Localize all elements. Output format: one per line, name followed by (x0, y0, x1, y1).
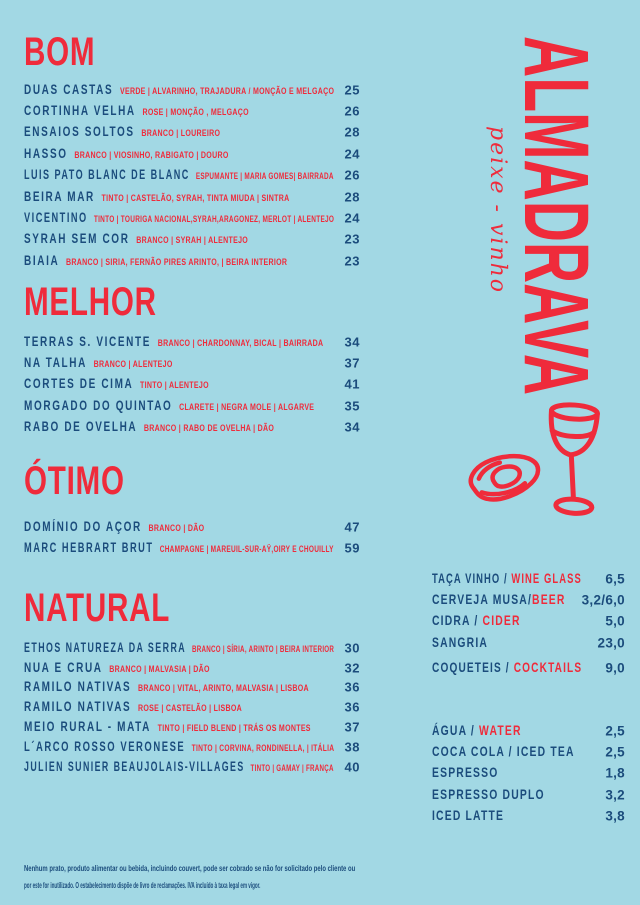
item-name: MARC HEBRART BRUT (24, 540, 154, 556)
drink-price: 5,0 (605, 613, 625, 629)
item-name: JULIEN SUNIER BEAUJOLAIS-VILLAGES (24, 758, 245, 774)
item-name: CORTES DE CIMA (24, 376, 134, 392)
drink-name (432, 807, 504, 825)
drink-name (432, 786, 545, 804)
item-name: NA TALHA (24, 355, 87, 371)
menu-item-row (24, 717, 360, 737)
drink-price: 3,8 (605, 808, 625, 824)
item-text (24, 166, 334, 184)
item-text (24, 738, 334, 756)
drink-name-pt: CIDRA / (432, 612, 483, 629)
item-price: 24 (344, 210, 360, 226)
drink-price: 2,5 (605, 723, 625, 739)
drink-name (432, 659, 582, 677)
drink-name-pt: ESPRESSO (432, 764, 499, 781)
drink-price: 3,2/6,0 (581, 592, 625, 608)
item-price: 36 (344, 699, 360, 715)
item-text (24, 539, 334, 557)
item-text (24, 758, 334, 776)
section-items (24, 516, 360, 559)
item-name: SYRAH SEM COR (24, 231, 130, 247)
drink-name-pt: ESPRESSO DUPLO (432, 785, 545, 802)
drink-row (432, 805, 625, 826)
item-price: 47 (344, 519, 360, 535)
item-name: DOMÍNIO DO AÇOR (24, 518, 142, 534)
drink-name (432, 612, 521, 630)
menu-item-row (24, 79, 360, 100)
item-price: 26 (344, 167, 360, 183)
item-desc: BRANCO | VITAL, ARINTO, MALVASIA | LISBOA (137, 683, 309, 695)
item-desc: TINTO | GAMAY | FRANÇA (250, 762, 334, 774)
drink-price: 23,0 (597, 635, 625, 651)
item-text (24, 678, 309, 696)
menu-item-row (24, 737, 360, 757)
item-price: 34 (344, 334, 360, 350)
item-price: 24 (344, 146, 360, 162)
drink-row (432, 720, 625, 741)
item-price: 38 (344, 739, 360, 755)
menu-item-row (24, 100, 360, 121)
drink-name-en: BEER (532, 590, 566, 607)
footer-line: Nenhum prato, produto alimentar ou bebida, incluindo couvert, pode ser cobrado se não for solicitado pelo cliente ou (24, 864, 356, 873)
item-desc: ESPUMANTE | MARIA GOMES| BAIRRADA (195, 171, 334, 183)
item-desc: BRANCO | SIRIA, FERNÃO PIRES ARINTO, | BEIRA INTERIOR (65, 256, 288, 268)
section-title: MELHOR (24, 280, 157, 324)
oyster-icon (463, 447, 547, 509)
item-name: MEIO RURAL - MATA (24, 719, 152, 735)
menu-item-row (24, 757, 360, 777)
item-name: HASSO (24, 145, 68, 161)
item-price: 34 (344, 419, 360, 435)
brand-tagline: peixe - vinho (485, 126, 510, 295)
item-name: VICENTINO (24, 210, 88, 226)
item-desc: TINTO | CORVINA, RONDINELLA, | ITÁLIA (191, 742, 335, 754)
brand-name: ALMADRAVA (505, 36, 607, 396)
item-name: L´ARCO ROSSO VERONESE (24, 738, 186, 754)
section-items (24, 79, 360, 272)
menu-item-row (24, 658, 360, 678)
item-price: 25 (344, 82, 360, 98)
drink-price: 9,0 (605, 660, 625, 676)
menu-item-row (24, 143, 360, 164)
item-text (24, 123, 220, 141)
section-title: BOM (24, 30, 96, 74)
item-desc: TINTO | ALENTEJO (140, 380, 209, 392)
item-price: 30 (344, 640, 360, 656)
drink-row (432, 611, 625, 632)
item-text (24, 188, 289, 206)
item-price: 26 (344, 103, 360, 119)
drink-row (432, 632, 625, 653)
section-title: NATURAL (24, 586, 171, 630)
drink-row (432, 568, 625, 589)
section-items (24, 638, 360, 777)
menu-item-row (24, 417, 360, 438)
item-text (24, 230, 248, 248)
item-desc: BRANCO | SÍRIA, ARINTO | BEIRA INTERIOR (192, 643, 335, 655)
drink-price: 6,5 (605, 571, 625, 587)
menu-item-row (24, 374, 360, 395)
item-desc: TINTO | CASTELÃO, SYRAH, TINTA MIUDA | SINTRA (101, 192, 290, 204)
item-text (24, 102, 249, 120)
drink-price: 3,2 (605, 787, 625, 803)
section-natural (24, 587, 360, 777)
item-name: RAMILO NATIVAS (24, 699, 132, 715)
item-text (24, 639, 334, 657)
item-price: 41 (344, 376, 360, 392)
menu-item-row (24, 122, 360, 143)
item-desc: ROSE | CASTELÃO | LISBOA (137, 703, 242, 715)
item-desc: BRANCO | ALENTEJO (93, 359, 173, 371)
drink-row (432, 589, 625, 610)
item-name: TERRAS S. VICENTE (24, 333, 152, 349)
item-price: 37 (344, 719, 360, 735)
item-text (24, 209, 334, 227)
item-price: 32 (344, 660, 360, 676)
item-desc: VERDE | ALVARINHO, TRAJADURA / MONÇÃO E MELGAÇO (119, 85, 335, 97)
drink-name-en: WATER (479, 721, 522, 738)
item-text (24, 418, 274, 436)
item-text (24, 252, 287, 270)
item-text (24, 718, 311, 736)
drink-name (432, 570, 582, 588)
menu-item-row (24, 165, 360, 186)
item-text (24, 518, 204, 536)
drink-price: 2,5 (605, 744, 625, 760)
section-melhor (24, 281, 360, 438)
item-desc: BRANCO | VIOSINHO, RABIGATO | DOURO (74, 149, 229, 161)
menu-item-row (24, 516, 360, 537)
item-name: DUAS CASTAS (24, 81, 114, 97)
item-text (24, 333, 323, 351)
drink-row (432, 657, 625, 678)
item-price: 28 (344, 189, 360, 205)
item-desc: BRANCO | MALVASIA | DÃO (109, 663, 210, 675)
item-name: RABO DE OVELHA (24, 419, 138, 435)
menu-item-row (24, 250, 360, 271)
wine-glass-icon (540, 400, 604, 522)
item-desc: ROSE | MONÇÃO , MELGAÇO (142, 107, 249, 119)
drink-name-pt: ICED LATTE (432, 806, 505, 823)
menu-item-row (24, 229, 360, 250)
item-price: 23 (344, 253, 360, 269)
drink-name (432, 764, 498, 782)
item-name: RAMILO NATIVAS (24, 679, 132, 695)
item-desc: TINTO | FIELD BLEND | TRÁS OS MONTES (157, 723, 311, 735)
drink-price: 1,8 (605, 765, 625, 781)
section-items (24, 331, 360, 438)
menu-item-row (24, 697, 360, 717)
footer-line: por este for inutilizado. O estabelecimento dispõe de livro de reclamações. IVA incluído à taxa legal em vigor. (24, 881, 261, 890)
item-price: 35 (344, 398, 360, 414)
drink-name-en: CIDER (482, 612, 521, 629)
drink-name (432, 743, 575, 761)
item-desc: BRANCO | CHARDONNAY, BICAL | BAIRRADA (157, 337, 324, 349)
drinks-list-alcohol (432, 568, 625, 678)
item-text (24, 698, 242, 716)
drink-row (432, 763, 625, 784)
drink-name (432, 722, 522, 740)
section-otimo (24, 460, 360, 559)
item-name: ENSAIOS SOLTOS (24, 124, 135, 140)
item-text (24, 354, 173, 372)
drink-row (432, 784, 625, 805)
menu-item-row (24, 186, 360, 207)
menu-item-row (24, 678, 360, 698)
item-price: 28 (344, 124, 360, 140)
menu-item-row (24, 537, 360, 558)
item-price: 36 (344, 679, 360, 695)
menu-item-row (24, 207, 360, 228)
drink-name-en: COCKTAILS (513, 658, 583, 675)
item-desc: BRANCO | DÃO (148, 522, 205, 534)
item-price: 59 (344, 540, 360, 556)
item-desc: CHAMPAGNE | MAREUIL-SUR-AŸ,OIRY E CHOUILLY (159, 544, 334, 556)
item-name: BIAIA (24, 252, 60, 268)
menu-item-row (24, 331, 360, 352)
drink-name-pt: COQUETEIS / (432, 658, 514, 675)
item-desc: TINTO | TOURIGA NACIONAL,SYRAH,ARAGONEZ, MERLOT | ALENTEJO (93, 214, 335, 226)
menu-item-row (24, 352, 360, 373)
drink-name-en: WINE GLASS (511, 569, 582, 586)
menu-item-row (24, 395, 360, 416)
section-bom (24, 31, 360, 272)
item-text (24, 81, 334, 99)
drinks-list-soft (432, 720, 625, 826)
item-text (24, 375, 209, 393)
drink-row (432, 741, 625, 762)
menu-item-row (24, 638, 360, 658)
item-price: 23 (344, 231, 360, 247)
item-desc: BRANCO | LOUREIRO (141, 128, 221, 140)
drink-name-pt: COCA COLA / ICED TEA (432, 742, 575, 759)
item-name: MORGADO DO QUINTAO (24, 397, 173, 413)
item-text (24, 659, 210, 677)
item-name: CORTINHA VELHA (24, 103, 136, 119)
item-name: ETHOS NATUREZA DA SERRA (24, 639, 187, 655)
section-title: ÓTIMO (24, 459, 125, 503)
item-name: NUA E CRUA (24, 659, 103, 675)
item-text (24, 397, 314, 415)
drink-name-pt: TAÇA VINHO / (432, 569, 512, 586)
drink-name-pt: CERVEJA MUSA/ (432, 590, 533, 607)
drink-name-pt: SANGRIA (432, 633, 489, 650)
item-text (24, 145, 229, 163)
drink-name (432, 634, 488, 652)
item-name: LUIS PATO BLANC DE BLANC (24, 167, 190, 183)
item-price: 40 (344, 759, 360, 775)
item-name: BEIRA MAR (24, 188, 95, 204)
item-desc: BRANCO | RABO DE OVELHA | DÃO (143, 423, 275, 435)
item-price: 37 (344, 355, 360, 371)
item-desc: BRANCO | SYRAH | ALENTEJO (136, 235, 249, 247)
footer-note (24, 858, 624, 894)
drink-name-pt: ÁGUA / (432, 721, 480, 738)
item-desc: CLARETE | NEGRA MOLE | ALGARVE (179, 401, 315, 413)
drink-name (432, 591, 566, 609)
